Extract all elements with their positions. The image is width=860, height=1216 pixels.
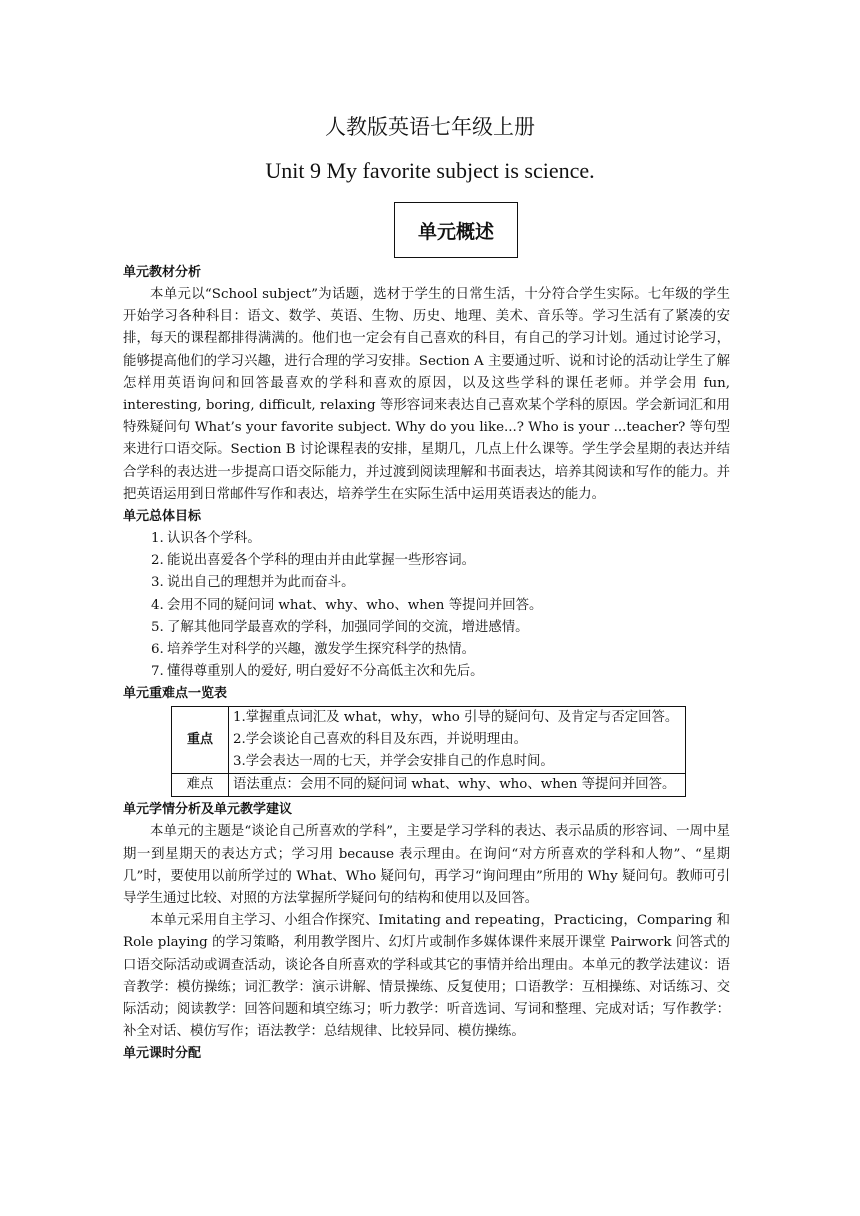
list-item: 2. 能说出喜爱各个学科的理由并由此掌握一些形容词。 [151, 553, 475, 569]
list-item: 5. 了解其他同学最喜欢的学科，加强同学间的交流，增进感情。 [151, 619, 529, 635]
suggestions-paragraph-2: 本单元采用自主学习、小组合作探究、Imitating and repeating，Practicing，Comparing 和 Role playing 的学习策略，利用教学图片、幻灯片或制作多媒体课件来展开课堂 Pairwork 问答式的口语交际活动或调查活动，谈论各自所喜欢的学科或其它的事情并给出理由。本单元的教学法建议：语音教学：模仿操练；词汇教学：演示讲解、情景操练、反复使用；口语教学：互相操练、对话练习、交际活动；阅读教学：回答问题和填空练习；听力教学：听音选词、写词和整理、完成对话；写作教学：补全对话、模仿写作；语法教学：总结规律、比较异同、模仿操练。 [123, 913, 730, 1040]
key-points-label: 重点 [172, 707, 229, 774]
unit-overview-box [394, 202, 518, 258]
key-points-table [171, 706, 686, 797]
list-item: 3. 说出自己的理想并为此而奋斗。 [151, 575, 355, 591]
list-item: 6. 培养学生对科学的兴趣，激发学生探究科学的热情。 [151, 642, 475, 658]
difficulty-cell: 语法重点：会用不同的疑问词 what、why、who、when 等提问并回答。 [229, 774, 686, 797]
list-item: 7. 懂得尊重别人的爱好, 明白爱好不分高低主次和先后。 [151, 664, 484, 680]
section-heading-schedule: 单元课时分配 [123, 1046, 202, 1062]
section-heading-suggestions: 单元学情分析及单元教学建议 [123, 802, 293, 818]
unit-overview-label: 单元概述 [417, 220, 494, 243]
goals-list [123, 528, 730, 683]
document-title-en: Unit 9 My favorite subject is science. [265, 158, 595, 183]
section-heading-key-points: 单元重难点一览表 [123, 686, 228, 702]
section-heading-goals: 单元总体目标 [123, 509, 202, 525]
document-title-cn: 人教版英语七年级上册 [325, 115, 535, 139]
list-item: 4. 会用不同的疑问词 what、why、who、when 等提问并回答。 [151, 597, 543, 613]
section-heading-analysis: 单元教材分析 [123, 265, 202, 280]
difficulty-label: 难点 [172, 774, 229, 797]
table-row [172, 774, 686, 797]
key-points-cell: 1.掌握重点词汇及 what，why，who 引导的疑问句、及肯定与否定回答。 2.学会谈论自己喜欢的科目及东西，并说明理由。 3.学会表达一周的七天，并学会安排自己的作息时间。 [229, 707, 686, 774]
analysis-paragraph: 本单元以“School subject”为话题，选材于学生的日常生活，十分符合学生实际。七年级的学生开始学习各种科目：语文、数学、英语、生物、历史、地理、美术、音乐等。学习生活有了紧凑的安排，每天的课程都排得满满的。他们也一定会有自己喜欢的科目，有自己的学习计划。通过讨论学习，能够提高他们的学习兴趣，进行合理的学习安排。Section A 主要通过听、说和讨论的活动让学生了解怎样用英语询问和回答最喜欢的学科和喜欢的原因，以及这些学科的课任老师。并学会用 fun, interesting, boring, difficult, relaxing 等形容词来表达自己喜欢某个学科的原因。学会新词汇和用特殊疑问句 What’s your favorite subject. Why do you like...? Who is your ...teacher? 等句型来进行口语交际。Section B 讨论课程表的安排，星期几，几点上什么课等。学生学会星期的表达并结合学科的表达进一步提高口语交际能力，并过渡到阅读理解和书面表达，培养其阅读和写作的能力。并把英语运用到日常邮件写作和表达，培养学生在实际生活中运用英语表达的能力。 [123, 287, 730, 502]
table-row [172, 707, 686, 774]
suggestions-paragraph-1: 本单元的主题是“谈论自己所喜欢的学科”，主要是学习学科的表达、表示品质的形容词、一周中星期一到星期天的表达方式；学习用 because 表示理由。在询问“对方所喜欢的学科和人物”、“星期几”时，要使用以前所学过的 What、Who 疑问句，再学习“询问理由”所用的 Why 疑问句。教师可引导学生通过比较、对照的方法掌握所学疑问句的结构和使用以及回答。 [123, 824, 730, 907]
document-body [123, 262, 730, 1065]
list-item: 1. 认识各个学科。 [151, 531, 261, 547]
